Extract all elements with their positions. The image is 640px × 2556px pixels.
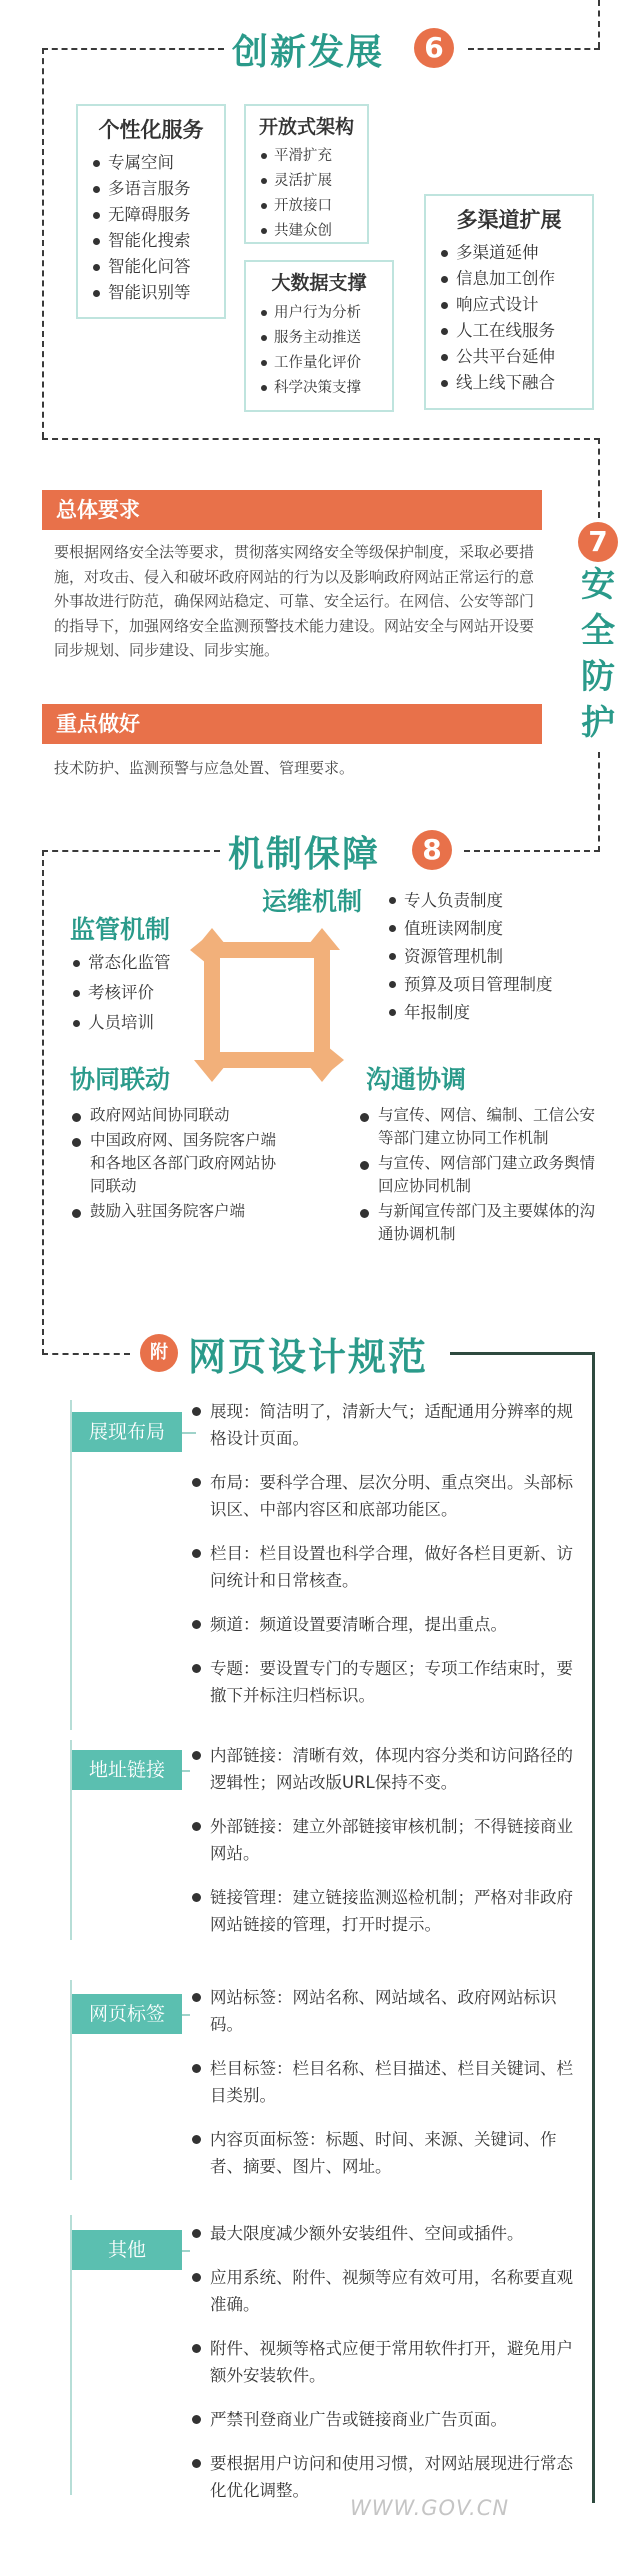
list-item: 预算及项目管理制度: [386, 971, 553, 999]
tag-other-bracket: [70, 2215, 72, 2495]
list-item: 科学决策支撑: [258, 376, 392, 401]
supervision-list: [70, 950, 171, 1036]
list-item: 附件、视频等格式应便于常用软件打开，避免用户额外安装软件。: [190, 2335, 585, 2389]
list-item: 人工在线服务: [438, 318, 592, 344]
security-vertical-title: [578, 562, 618, 746]
list-item: 常态化监管: [70, 950, 171, 976]
list-item: 专人负责制度: [386, 887, 553, 915]
mechanism-title: 机制保障: [228, 834, 381, 875]
list-item: 服务主动推送: [258, 326, 392, 351]
tag-links-connector: [182, 1770, 190, 1772]
connector-innovation-bottom: [42, 438, 600, 440]
operation-list: [386, 887, 553, 1027]
list-item: 智能化搜索: [90, 228, 224, 254]
connector-innovation-left-vertical: [42, 48, 44, 438]
cycle-arrows-icon: [182, 920, 352, 1090]
list-item: 考核评价: [70, 980, 171, 1006]
list-item: 共建众创: [258, 219, 367, 244]
tag-other: 其他: [72, 2230, 182, 2270]
open-architecture-box: [244, 104, 369, 244]
list-item: 频道：频道设置要清晰合理，提出重点。: [190, 1611, 585, 1638]
list-item: 外部链接：建立外部链接审核机制；不得链接商业网站。: [190, 1813, 585, 1867]
big-data-list: [258, 301, 392, 401]
connector-innovation-right: [468, 48, 600, 50]
supervision-title: 监管机制: [70, 915, 171, 944]
tag-links-bracket: [70, 1740, 72, 1940]
connector-security-right-lower: [598, 752, 600, 852]
big-data-title: 大数据支撑: [271, 272, 367, 294]
list-item: 政府网站间协同联动: [70, 1104, 280, 1127]
personalized-service-title: 个性化服务: [98, 118, 204, 142]
security-title-char: 防: [581, 657, 615, 697]
list-item: 公共平台延伸: [438, 344, 592, 370]
list-item: 工作量化评价: [258, 351, 392, 376]
innovation-number-badge: 6: [414, 28, 454, 68]
list-item: 最大限度减少额外安装组件、空间或插件。: [190, 2220, 585, 2247]
appendix-badge: 附: [140, 1334, 178, 1372]
list-item: 灵活扩展: [258, 169, 367, 194]
list-item: 用户行为分析: [258, 301, 392, 326]
connector-appendix-left: [42, 1353, 130, 1355]
list-item: 多渠道延伸: [438, 240, 592, 266]
layout-list: [190, 1398, 585, 1726]
tag-layout: 展现布局: [72, 1412, 182, 1452]
communication-title: 沟通协调: [366, 1065, 467, 1094]
innovation-title: 创新发展: [232, 32, 385, 73]
key-points-text: 技术防护、监测预警与应急处置、管理要求。: [54, 759, 355, 777]
open-architecture-list: [258, 144, 367, 244]
list-item: 年报制度: [386, 999, 553, 1027]
multichannel-box: [424, 194, 594, 410]
list-item: 信息加工创作: [438, 266, 592, 292]
security-title-char: 全: [581, 611, 615, 651]
mechanism-number-badge: 8: [412, 830, 452, 870]
overall-requirements-text: 要根据网络安全法等要求，贯彻落实网络安全等级保护制度，采取必要措施，对攻击、侵入和破坏政府网站的行为以及影响政府网站正常运行的意外事故进行防范，确保网站稳定、可靠、安全运行。在网信、公安等部门的指导下，加强网络安全监测预警技术能力建设。网站安全与网站开设要同步规划、同步建设、同步实施。: [54, 543, 535, 659]
list-item: 链接管理：建立链接监测巡检机制；严格对非政府网站链接的管理，打开时提示。: [190, 1884, 585, 1938]
tag-page-labels: 网页标签: [72, 1994, 182, 2034]
list-item: 智能识别等: [90, 280, 224, 306]
collaboration-title: 协同联动: [70, 1065, 171, 1094]
list-item: 内容页面标签：标题、时间、来源、关键词、作者、摘要、图片、网址。: [190, 2126, 585, 2180]
list-item: 内部链接：清晰有效，体现内容分类和访问路径的逻辑性；网站改版URL保持不变。: [190, 1742, 585, 1796]
list-item: 与宣传、网信、编制、工信公安等部门建立协同工作机制: [358, 1104, 608, 1150]
big-data-box: [244, 260, 394, 412]
collaboration-list: [70, 1104, 280, 1240]
list-item: 线上线下融合: [438, 370, 592, 396]
list-item: 与宣传、网信部门建立政务舆情回应协同机制: [358, 1152, 608, 1198]
connector-mechanism-left-vertical: [42, 850, 44, 1355]
connector-mechanism-right: [464, 850, 600, 852]
connector-innovation-left: [42, 48, 224, 50]
list-item: 与新闻宣传部门及主要媒体的沟通协调机制: [358, 1200, 608, 1246]
multichannel-list: [438, 240, 592, 396]
list-item: 网站标签：网站名称、网站域名、政府网站标识码。: [190, 1984, 585, 2038]
list-item: 鼓励入驻国务院客户端: [70, 1200, 280, 1223]
links-list: [190, 1742, 585, 1955]
list-item: 布局：要科学合理、层次分明、重点突出。头部标识区、中部内容区和底部功能区。: [190, 1469, 585, 1523]
list-item: 多语言服务: [90, 176, 224, 202]
list-item: 中国政府网、国务院客户端和各地区各部门政府网站协同联动: [70, 1129, 280, 1198]
appendix-right-rail-top: [450, 1352, 595, 1355]
operation-title: 运维机制: [262, 887, 363, 916]
other-list: [190, 2220, 585, 2521]
tag-other-connector: [182, 2250, 190, 2252]
list-item: 响应式设计: [438, 292, 592, 318]
list-item: 智能化问答: [90, 254, 224, 280]
list-item: 开放接口: [258, 194, 367, 219]
connector-security-right: [598, 438, 600, 518]
appendix-right-rail: [592, 1353, 595, 2503]
personalized-service-box: [76, 104, 226, 319]
connector-top-right: [598, 0, 600, 48]
list-item: 无障碍服务: [90, 202, 224, 228]
list-item: 展现：简洁明了，清新大气；适配通用分辨率的规格设计页面。: [190, 1398, 585, 1452]
list-item: 要根据用户访问和使用习惯，对网站展现进行常态化优化调整。: [190, 2450, 585, 2504]
list-item: 值班读网制度: [386, 915, 553, 943]
list-item: 严禁刊登商业广告或链接商业广告页面。: [190, 2406, 585, 2433]
overall-requirements-bar: 总体要求: [42, 490, 542, 530]
watermark: WWW.GOV.CN: [350, 2496, 510, 2520]
tag-layout-bracket: [70, 1400, 72, 1730]
personalized-service-list: [90, 150, 224, 306]
communication-list: [358, 1104, 608, 1263]
list-item: 专属空间: [90, 150, 224, 176]
security-title-char: 护: [581, 703, 615, 743]
key-points-bar: 重点做好: [42, 704, 542, 744]
connector-mechanism-left: [42, 850, 220, 852]
tag-page-labels-bracket: [70, 1980, 72, 2180]
list-item: 资源管理机制: [386, 943, 553, 971]
open-architecture-title: 开放式架构: [258, 116, 354, 138]
list-item: 栏目：栏目设置也科学合理，做好各栏目更新、访问统计和日常核查。: [190, 1540, 585, 1594]
tag-page-labels-connector: [182, 2014, 190, 2016]
list-item: 平滑扩充: [258, 144, 367, 169]
list-item: 人员培训: [70, 1010, 171, 1036]
list-item: 专题：要设置专门的专题区；专项工作结束时，要撤下并标注归档标识。: [190, 1655, 585, 1709]
security-number-badge: 7: [578, 522, 618, 562]
list-item: 应用系统、附件、视频等应有效可用，名称要直观准确。: [190, 2264, 585, 2318]
multichannel-title: 多渠道扩展: [456, 208, 562, 232]
page-labels-list: [190, 1984, 585, 2197]
appendix-title: 网页设计规范: [188, 1335, 429, 1379]
list-item: 栏目标签：栏目名称、栏目描述、栏目关键词、栏目类别。: [190, 2055, 585, 2109]
security-title-char: 安: [581, 565, 615, 605]
tag-links: 地址链接: [72, 1750, 182, 1790]
